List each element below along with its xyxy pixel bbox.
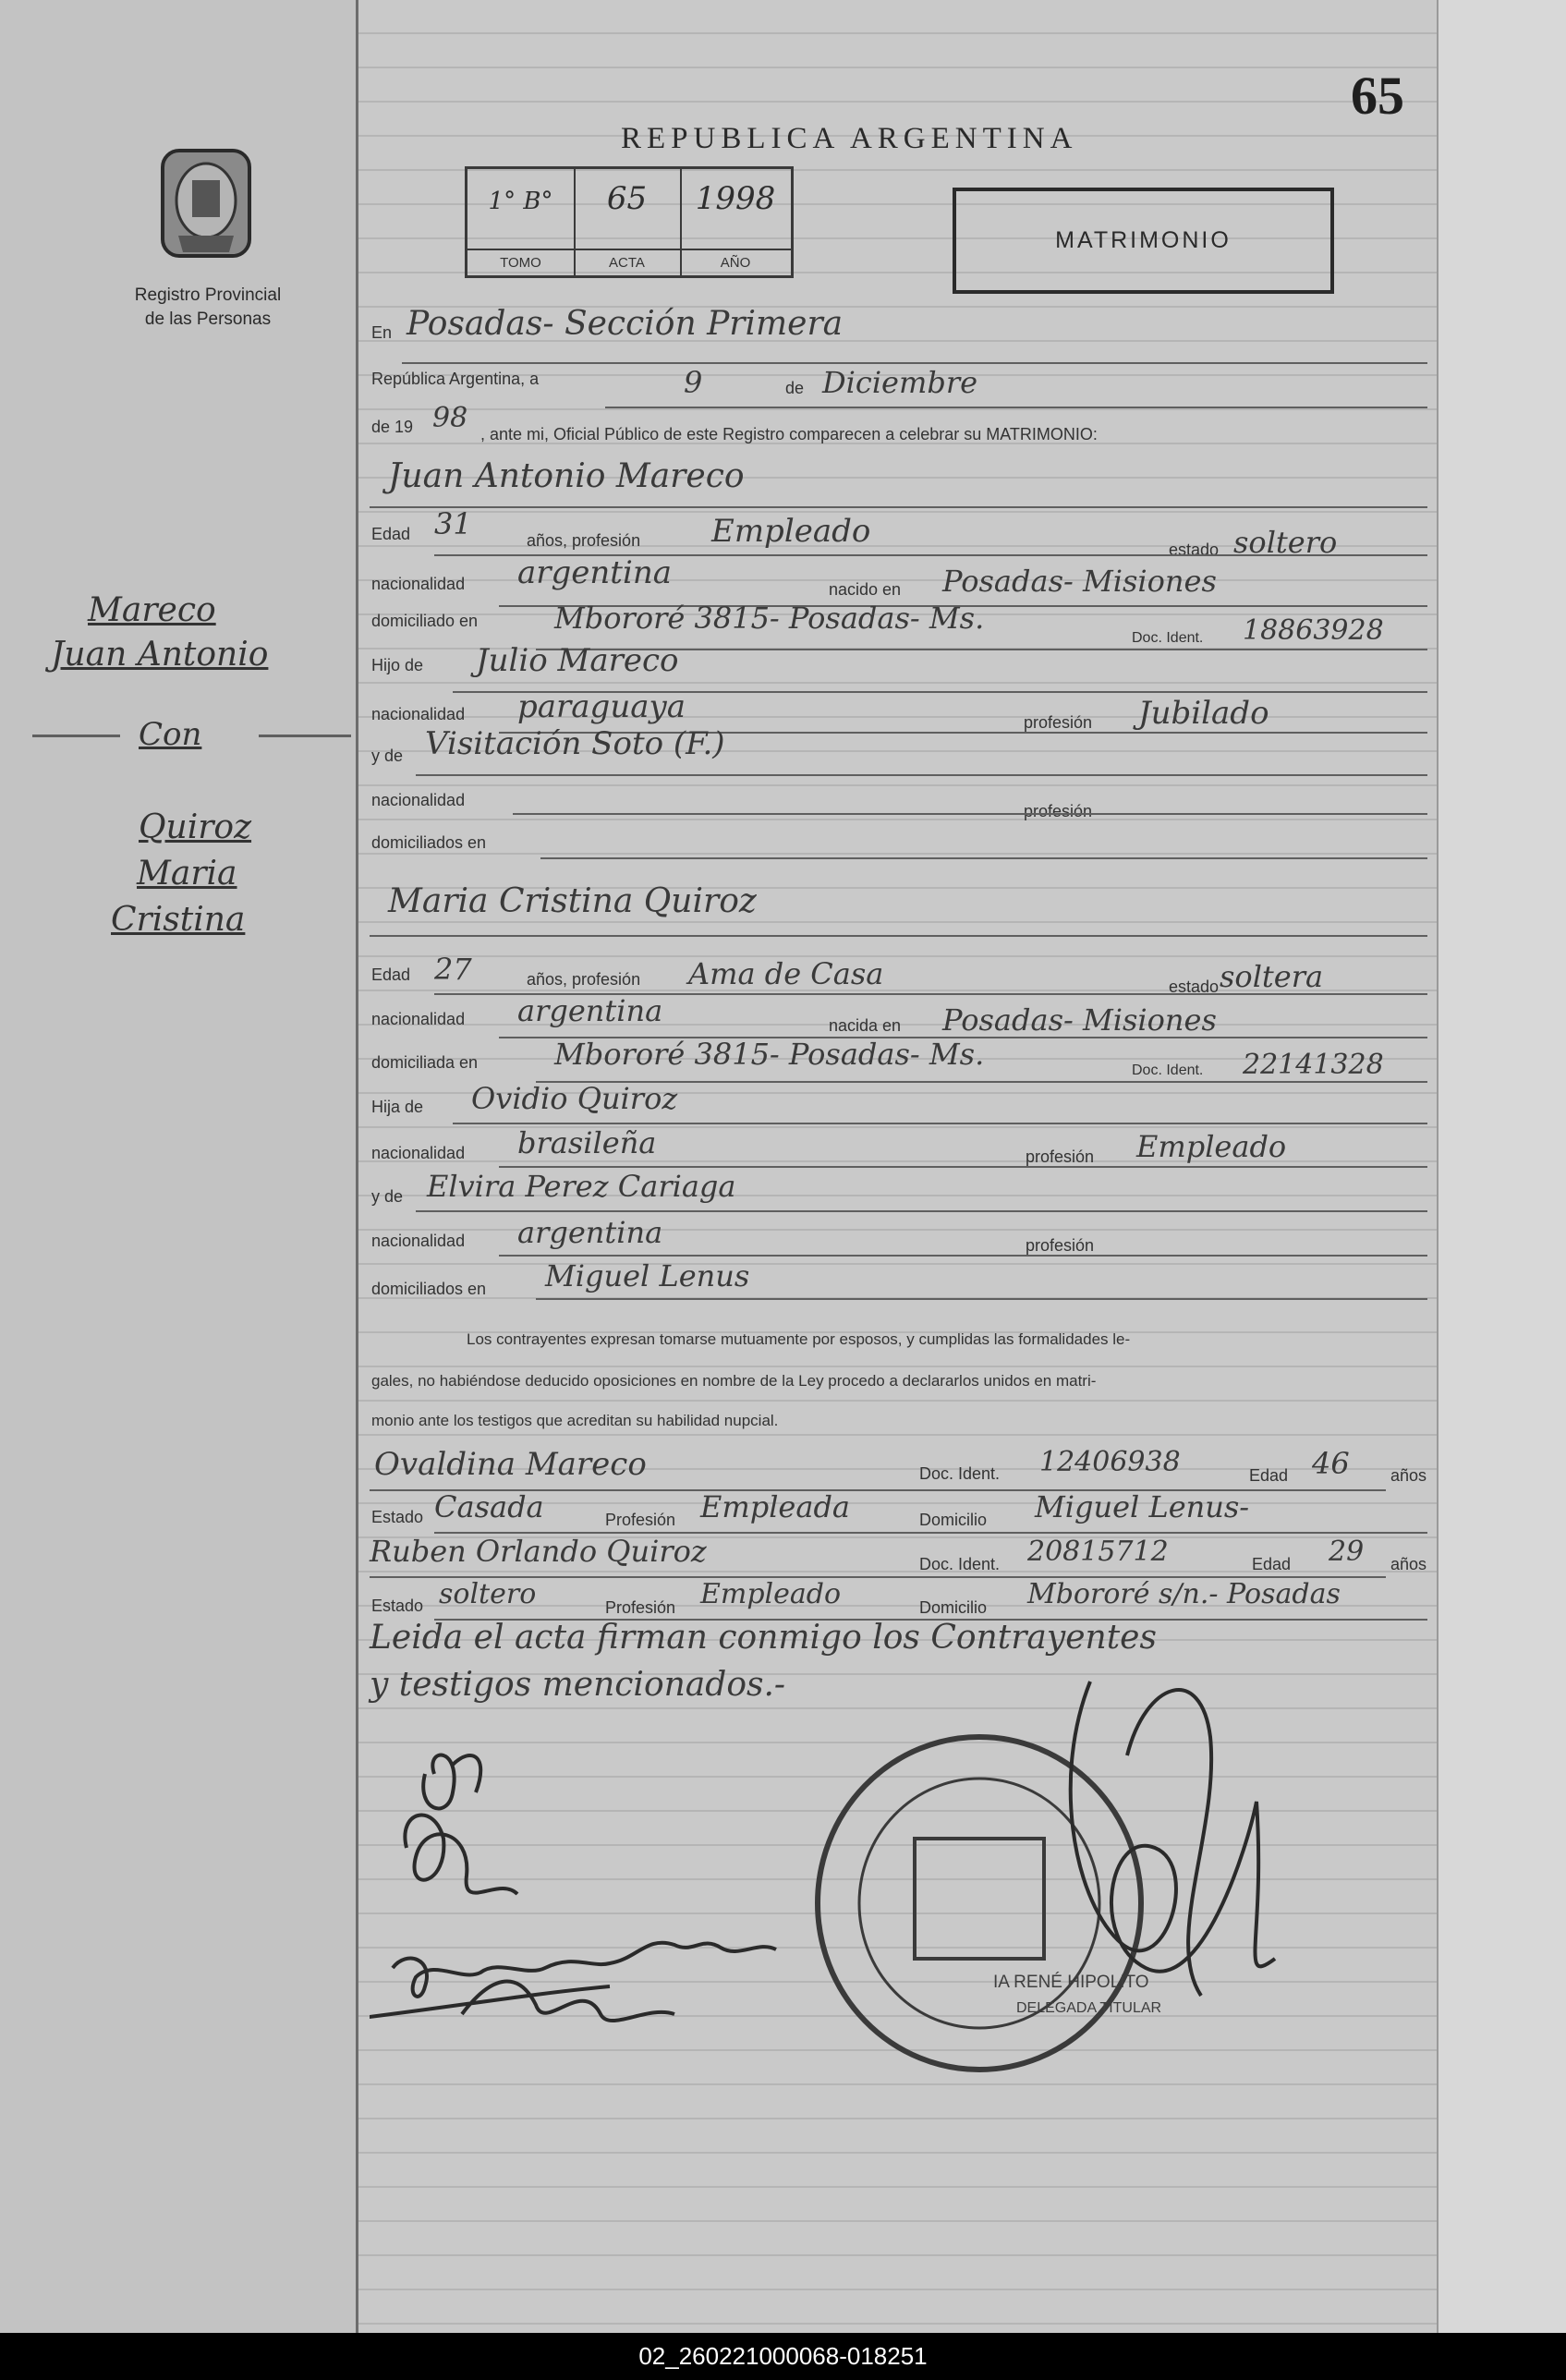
year-value: 98: [432, 402, 468, 434]
witness2-profesion-label: Profesión: [605, 1598, 676, 1617]
bride-estado-label: estado: [1169, 978, 1220, 996]
reference-box: [465, 166, 794, 278]
groom-doc: 18863928: [1243, 614, 1384, 647]
closing-line1: Leida el acta firman conmigo los Contrayentes: [370, 1619, 1157, 1657]
tomo-label: TOMO: [467, 249, 574, 277]
margin-bride-given1: Maria: [137, 855, 237, 892]
de-19-label: de 19: [371, 418, 414, 436]
month-value: Diciembre: [822, 365, 978, 400]
witness1-profession: Empleada: [700, 1489, 850, 1524]
day-value: 9: [684, 365, 703, 400]
bride-domiciliados-label: domiciliados en: [371, 1280, 487, 1298]
groom-edad-label: Edad: [371, 525, 411, 543]
page-number: 65: [1351, 66, 1404, 126]
acta-value: 65: [606, 180, 648, 217]
acta-label: ACTA: [574, 249, 680, 277]
groom-father-profession: Jubilado: [1138, 695, 1269, 732]
bride-father-nationality: brasileña: [517, 1125, 657, 1160]
bride-doc: 22141328: [1243, 1049, 1384, 1081]
witness1-civil-status: Casada: [434, 1489, 544, 1524]
witness2-address: Mbororé s/n.- Posadas: [1027, 1578, 1341, 1610]
witness2-estado-label: Estado: [371, 1597, 424, 1615]
registry-name: [102, 284, 314, 332]
witness2-domicilio-label: Domicilio: [919, 1598, 988, 1617]
bride-mother-yde-label: y de: [371, 1187, 404, 1206]
groom-hijo-label: Hijo de: [371, 656, 424, 674]
ano-label: AÑO: [680, 249, 791, 277]
witness2-edad-label: Edad: [1252, 1555, 1292, 1573]
country-title: REPUBLICA ARGENTINA: [621, 122, 1078, 155]
bride-father-profession: Empleado: [1136, 1129, 1287, 1164]
bride-edad-label: Edad: [371, 965, 411, 984]
declaration-line1: Los contrayentes expresan tomarse mutuamente por esposos, y cumplidas las formalidades le-: [467, 1330, 1131, 1348]
bride-nationality: argentina: [517, 993, 663, 1028]
groom-birthplace: Posadas- Misiones: [942, 564, 1217, 599]
witness1-name: Ovaldina Mareco: [374, 1446, 647, 1483]
bride-birthplace: Posadas- Misiones: [942, 1002, 1217, 1038]
rule-bride-parents-dom: [536, 1298, 1427, 1300]
tomo-cell: [467, 169, 576, 275]
registry-line2: de las Personas: [144, 310, 272, 329]
bride-parents-address: Miguel Lenus: [545, 1258, 750, 1293]
rule-place: [402, 362, 1427, 364]
bride-name: Maria Cristina Quiroz: [388, 882, 757, 920]
act-type-box: MATRIMONIO: [953, 188, 1334, 294]
groom-age: 31: [434, 506, 472, 541]
groom-doc-label: Doc. Ident.: [1132, 630, 1204, 646]
place-value: Posadas- Sección Primera: [407, 305, 844, 343]
declaration-line3: monio ante los testigos que acreditan su habilidad nupcial.: [371, 1412, 779, 1429]
groom-father-prof-label: profesión: [1024, 713, 1093, 732]
bride-father-name: Ovidio Quiroz: [471, 1081, 678, 1116]
rule-groom-mother: [416, 774, 1427, 776]
groom-domiciliados-label: domiciliados en: [371, 833, 487, 852]
groom-domiciliado-label: domiciliado en: [371, 612, 479, 630]
groom-father-nationality: paraguaya: [517, 688, 686, 725]
margin-rule-left: [32, 735, 120, 737]
witness2-profession: Empleado: [700, 1578, 842, 1610]
bride-father-nac-label: nacionalidad: [371, 1144, 466, 1162]
bride-profesion-label: años, profesión: [527, 970, 641, 989]
bride-doc-label: Doc. Ident.: [1132, 1062, 1204, 1078]
groom-nacido-label: nacido en: [829, 580, 902, 599]
rule-bride-mother-nat: [499, 1255, 1427, 1257]
officer-title: DELEGADA TITULAR: [1016, 2000, 1162, 2016]
rule-bride-mother: [416, 1210, 1427, 1212]
republica-label: República Argentina, a: [371, 370, 540, 388]
witness1-domicilio-label: Domicilio: [919, 1511, 988, 1529]
officer-name: IA RENÉ HIPOLITO: [993, 1973, 1149, 1992]
witness2-doc-label: Doc. Ident.: [919, 1555, 1001, 1573]
rule-groom-name: [370, 506, 1427, 508]
en-label: En: [371, 323, 393, 342]
bride-address: Mbororé 3815- Posadas- Ms.: [554, 1037, 985, 1072]
bride-mother-name: Elvira Perez Cariaga: [427, 1169, 736, 1204]
registry-line1: Registro Provincial: [134, 285, 282, 305]
groom-name: Juan Antonio Mareco: [388, 457, 745, 495]
margin-groom-surname: Mareco: [88, 591, 216, 629]
bride-mother-prof-label: profesión: [1026, 1236, 1095, 1255]
groom-father-name: Julio Mareco: [476, 642, 679, 679]
groom-profession: Empleado: [711, 513, 871, 550]
witness1-age: 46: [1312, 1446, 1350, 1481]
margin-groom-given: Juan Antonio: [51, 636, 269, 674]
bride-mother-nationality: argentina: [517, 1215, 663, 1250]
ano-cell: [680, 169, 791, 275]
acta-cell: [574, 169, 682, 275]
margin-bride-given2: Cristina: [111, 901, 246, 939]
margin-column: [0, 0, 358, 2333]
witness1-doc-label: Doc. Ident.: [919, 1464, 1001, 1483]
witness1-edad-label: Edad: [1249, 1466, 1289, 1485]
groom-nationality: argentina: [517, 554, 673, 591]
footer-code: 02_260221000068-018251: [0, 2333, 1566, 2380]
margin-rule-right: [259, 735, 351, 737]
groom-profesion-label: años, profesión: [527, 531, 641, 550]
witness2-doc: 20815712: [1027, 1536, 1169, 1568]
closing-line2: y testigos mencionados.-: [370, 1666, 786, 1704]
ano-value: 1998: [695, 180, 776, 217]
coat-of-arms-icon: [155, 143, 257, 263]
bride-age: 27: [434, 952, 472, 987]
witness1-anos-label: años: [1390, 1466, 1427, 1485]
witness2-age: 29: [1329, 1536, 1365, 1568]
bride-hija-label: Hija de: [371, 1098, 424, 1116]
rule-date: [605, 407, 1427, 408]
groom-mother-prof-label: profesión: [1024, 802, 1093, 820]
bride-nacionalidad-label: nacionalidad: [371, 1010, 466, 1028]
groom-civil-status: soltero: [1233, 525, 1338, 560]
rule-bride-father: [453, 1123, 1427, 1124]
tomo-value: 1° B°: [488, 188, 553, 215]
groom-estado-label: estado: [1169, 540, 1220, 559]
groom-father-nac-label: nacionalidad: [371, 705, 466, 723]
page-edge: [1437, 0, 1566, 2333]
witness1-estado-label: Estado: [371, 1508, 424, 1526]
groom-mother-yde-label: y de: [371, 747, 404, 765]
declaration-line2: gales, no habiéndose deducido oposiciones en nombre de la Ley procedo a declararlos unidos en matri-: [371, 1372, 1097, 1390]
rule-bride-father-nat: [499, 1166, 1427, 1168]
witness2-anos-label: años: [1390, 1555, 1427, 1573]
bride-domiciliada-label: domiciliada en: [371, 1053, 479, 1072]
witness2-name: Ruben Orlando Quiroz: [370, 1534, 707, 1569]
groom-mother-name: Visitación Soto (F.): [425, 725, 725, 762]
rule-bride-name: [370, 935, 1427, 937]
bride-father-prof-label: profesión: [1026, 1148, 1095, 1166]
bride-civil-status: soltera: [1220, 959, 1324, 994]
de-label: de: [785, 379, 805, 397]
margin-with: Con: [139, 716, 202, 753]
official-seal-icon: [813, 1663, 1386, 2143]
witness1-profesion-label: Profesión: [605, 1511, 676, 1529]
margin-bride-surname: Quiroz: [139, 808, 252, 846]
bride-nacida-label: nacida en: [829, 1016, 902, 1035]
groom-mother-nac-label: nacionalidad: [371, 791, 466, 809]
bride-mother-nac-label: nacionalidad: [371, 1232, 466, 1250]
groom-address: Mbororé 3815- Posadas- Ms.: [554, 601, 985, 636]
bride-profession: Ama de Casa: [688, 956, 884, 991]
rule-groom-mother-nat: [513, 813, 1427, 815]
witness1-address: Miguel Lenus-: [1035, 1489, 1250, 1524]
witness1-doc: 12406938: [1039, 1446, 1181, 1478]
witness2-civil-status: soltero: [439, 1578, 537, 1610]
groom-nacionalidad-label: nacionalidad: [371, 575, 466, 593]
intro-text: , ante mi, Oficial Público de este Registro comparecen a celebrar su MATRIMONIO:: [480, 425, 1098, 443]
rule-groom-parents-dom: [540, 857, 1427, 859]
